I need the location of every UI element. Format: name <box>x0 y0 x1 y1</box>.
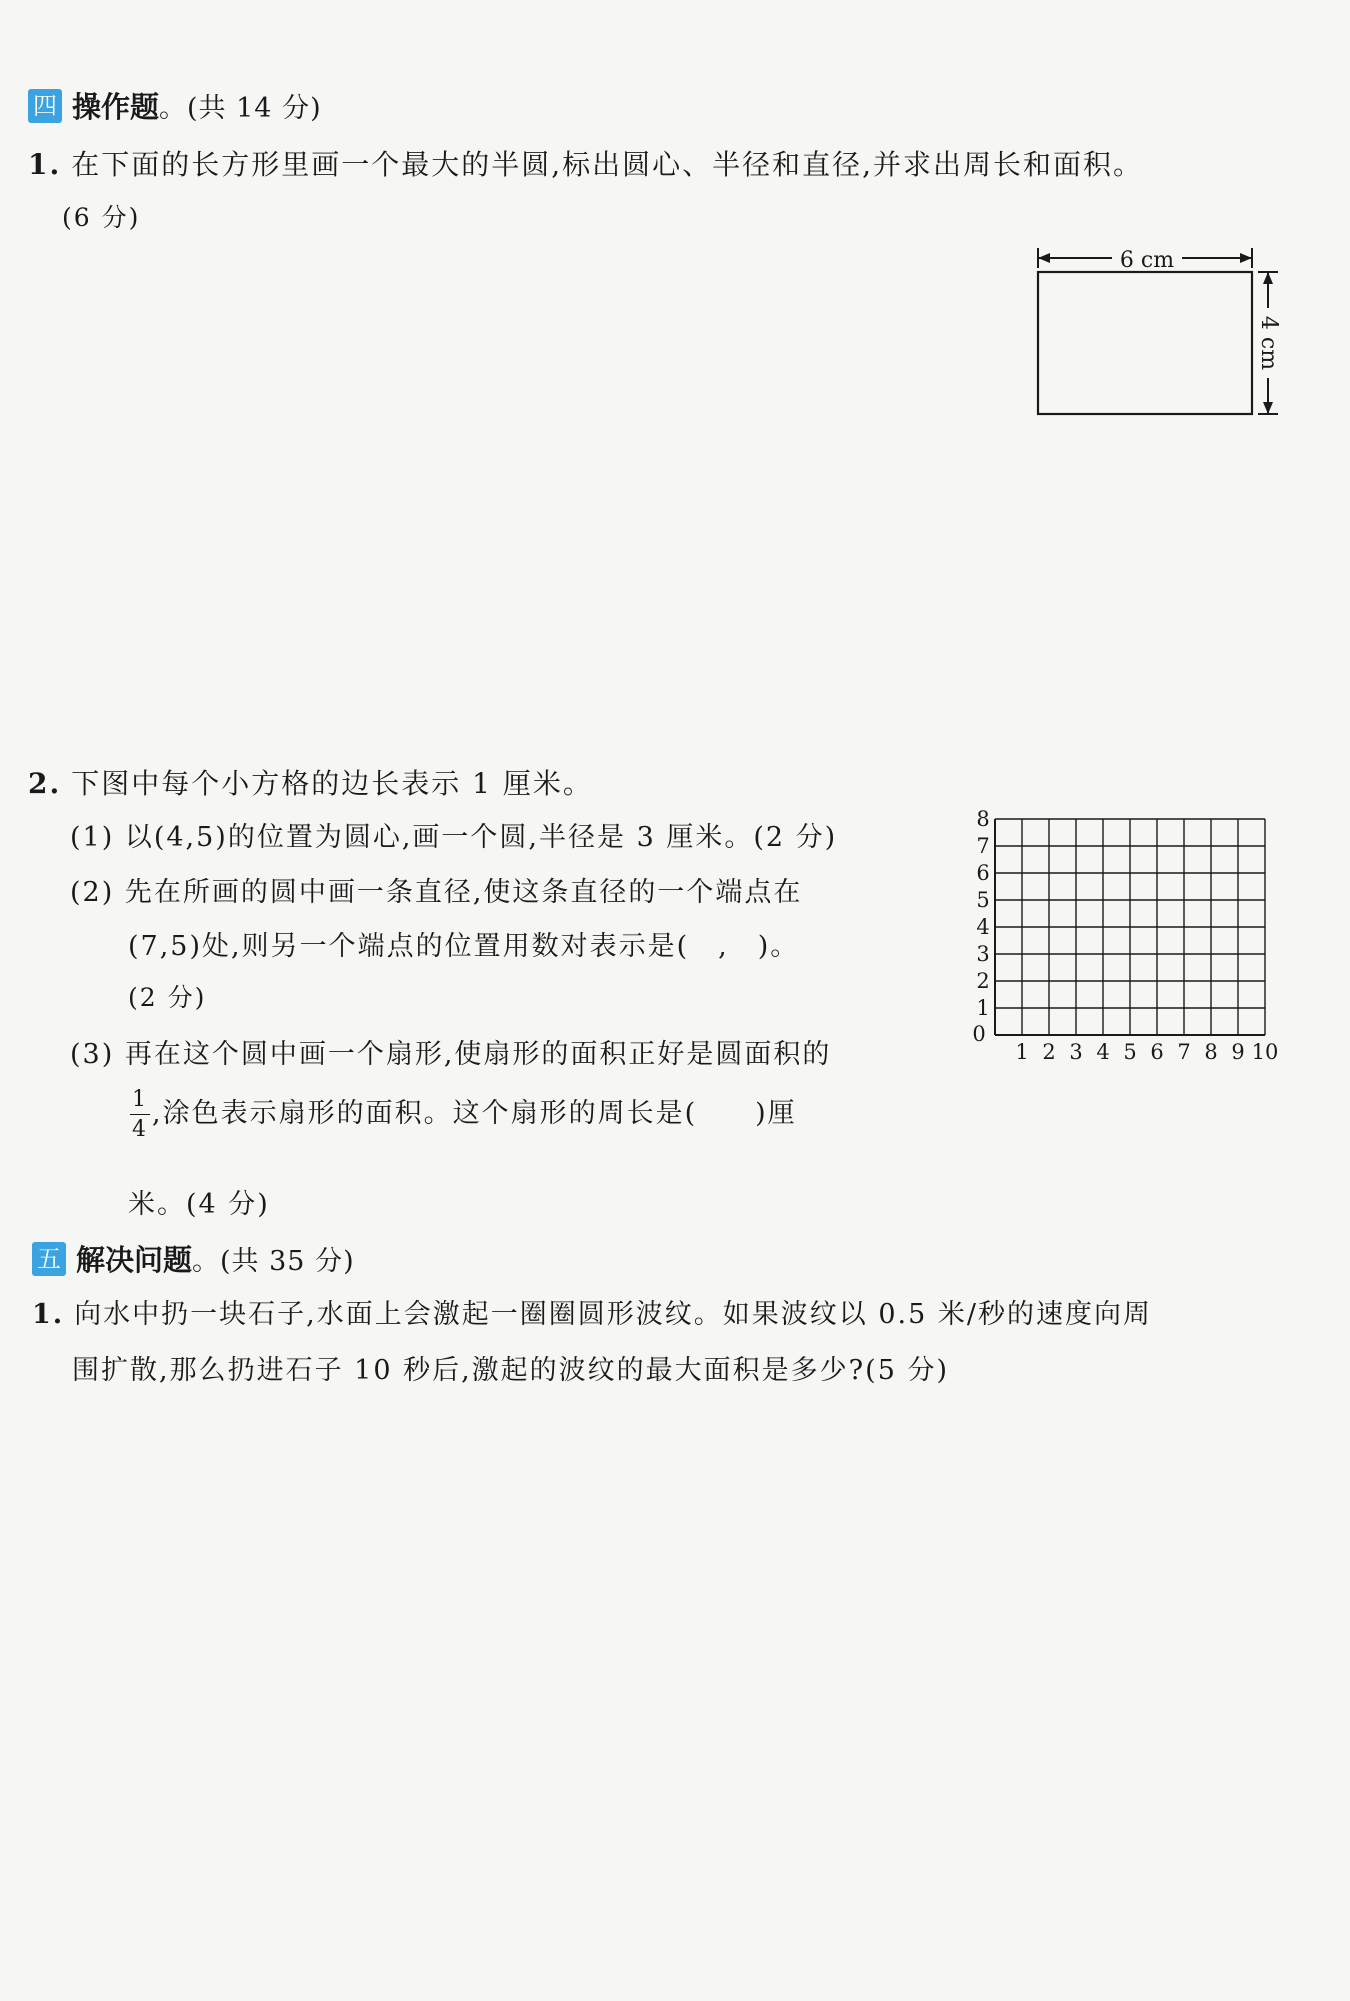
grid-y-tick-label: 3 <box>976 942 990 966</box>
question-4-1-score: (6 分) <box>62 203 141 232</box>
grid-x-tick-label: 6 <box>1150 1040 1164 1064</box>
grid-origin-label: 0 <box>972 1022 986 1046</box>
fraction-denominator: 4 <box>132 1117 148 1143</box>
grid-y-tick-label: 5 <box>976 888 990 912</box>
arrow-left-icon <box>1038 253 1050 263</box>
width-label: 6 cm <box>1119 248 1175 273</box>
coordinate-grid <box>965 810 1285 1070</box>
section-4-title: 操作题 <box>72 90 160 124</box>
fraction-bar <box>130 1114 150 1115</box>
question-4-2-part-3-line-2 <box>130 1088 797 1141</box>
part-3-text: ,涂色表示扇形的面积。这个扇形的周长是( )厘 <box>152 1098 797 1130</box>
grid-x-tick-label: 7 <box>1177 1040 1191 1064</box>
question-4-2 <box>28 762 593 802</box>
section-5-title: 解决问题 <box>76 1243 193 1277</box>
question-4-2-part-3-line-1: (3) 再在这个圆中画一个扇形,使扇形的面积正好是圆面积的 <box>70 1039 832 1070</box>
grid-x-tick-label: 5 <box>1123 1040 1137 1064</box>
section-5-badge: 五 <box>32 1242 66 1276</box>
grid-x-tick-label: 1 <box>1015 1040 1029 1064</box>
question-4-2-part-2-line-2: (7,5)处,则另一个端点的位置用数对表示是( , )。 <box>128 931 800 962</box>
grid-y-tick-label: 8 <box>976 810 990 831</box>
grid-x-tick-label: 4 <box>1096 1040 1110 1064</box>
question-4-2-part-2-line-1: (2) 先在所画的圆中画一条直径,使这条直径的一个端点在 <box>70 877 803 908</box>
section-4-badge: 四 <box>28 89 62 123</box>
question-number: 1. <box>32 1299 65 1330</box>
grid-y-tick-label: 6 <box>976 861 990 885</box>
question-text: 在下面的长方形里画一个最大的半圆,标出圆心、半径和直径,并求出周长和面积。 <box>71 148 1144 181</box>
grid-x-tick-label: 9 <box>1231 1040 1245 1064</box>
question-text: 下图中每个小方格的边长表示 1 厘米。 <box>71 767 593 800</box>
height-label: 4 cm <box>1256 315 1281 371</box>
question-4-1 <box>28 143 1143 183</box>
question-number: 1. <box>28 148 62 181</box>
arrow-down-icon <box>1263 402 1273 414</box>
grid-x-tick-label: 10 <box>1251 1040 1279 1064</box>
grid-x-tick-label: 3 <box>1069 1040 1083 1064</box>
grid-x-tick-label: 2 <box>1042 1040 1056 1064</box>
grid-y-tick-label: 7 <box>976 834 990 858</box>
section-4-header <box>28 85 322 126</box>
arrow-up-icon <box>1263 272 1273 284</box>
grid-y-tick-label: 2 <box>976 969 990 993</box>
section-4-score-note: 。(共 14 分) <box>159 93 322 124</box>
question-text: 向水中扔一块石子,水面上会激起一圈圈圆形波纹。如果波纹以 0.5 米/秒的速度向周 <box>74 1299 1152 1330</box>
question-4-2-part-3-line-3: 米。(4 分) <box>128 1189 270 1220</box>
section-5-score-note: 。(共 35 分) <box>192 1246 355 1277</box>
question-4-2-part-2-score: (2 分) <box>128 983 207 1012</box>
fraction-numerator: 1 <box>132 1087 148 1112</box>
grid-y-tick-label: 1 <box>976 996 990 1020</box>
question-5-1-line-1 <box>32 1292 1152 1331</box>
question-5-1-line-2: 围扩散,那么扔进石子 10 秒后,激起的波纹的最大面积是多少?(5 分) <box>72 1355 949 1386</box>
arrow-right-icon <box>1240 253 1252 263</box>
rectangle-shape <box>1038 272 1252 414</box>
rectangle-figure <box>1020 240 1290 420</box>
section-5-header <box>32 1238 355 1279</box>
grid-y-tick-label: 4 <box>976 915 990 939</box>
fraction-one-quarter <box>130 1088 150 1141</box>
question-4-2-part-1: (1) 以(4,5)的位置为圆心,画一个圆,半径是 3 厘米。(2 分) <box>70 822 838 853</box>
grid-x-tick-label: 8 <box>1204 1040 1218 1064</box>
question-number: 2. <box>28 767 62 800</box>
